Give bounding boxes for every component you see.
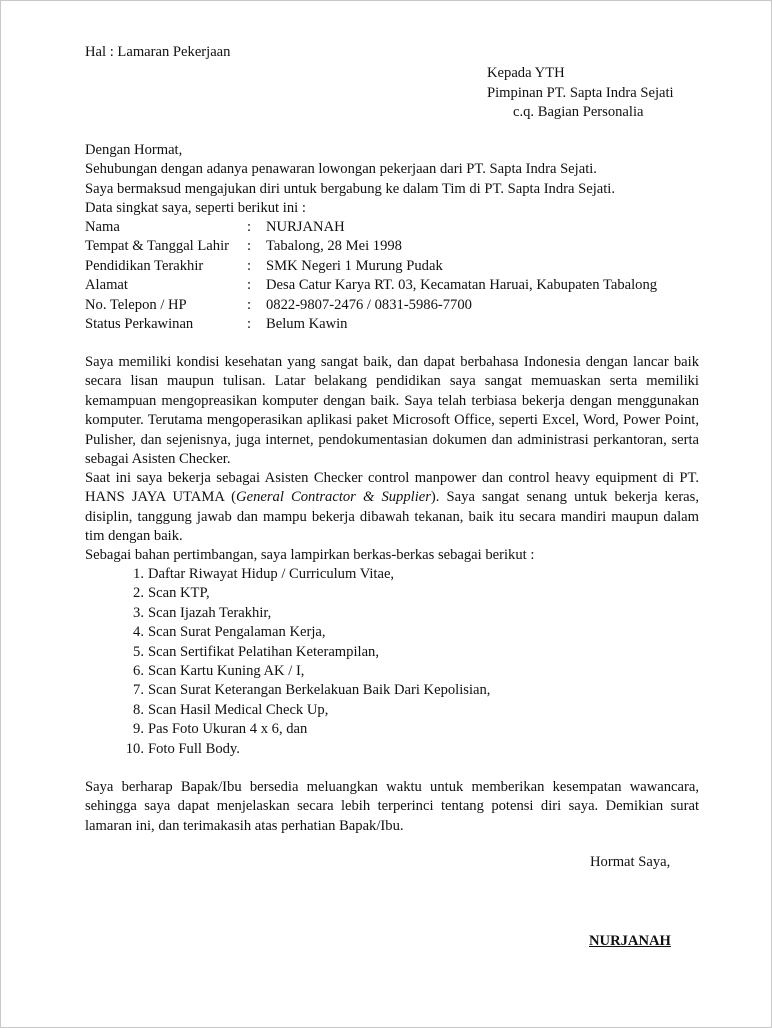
- recipient-line-2: Pimpinan PT. Sapta Indra Sejati: [487, 84, 674, 101]
- list-item: [114, 643, 490, 662]
- data-value: Tabalong, 28 Mei 1998: [266, 238, 402, 255]
- list-text: Scan KTP,: [148, 585, 210, 602]
- list-text: Scan Surat Keterangan Berkelakuan Baik Dari Kepolisian,: [148, 682, 491, 699]
- data-colon: :: [247, 257, 252, 274]
- letter-subject: Hal : Lamaran Pekerjaan: [85, 44, 231, 60]
- list-number: 9.: [133, 721, 144, 738]
- list-number: 4.: [133, 624, 144, 641]
- intro-line-1: Sehubungan dengan adanya penawaran lowongan pekerjaan dari PT. Sapta Indra Sejati.: [85, 161, 597, 178]
- list-text: Pas Foto Ukuran 4 x 6, dan: [148, 721, 308, 738]
- list-item: [114, 584, 490, 603]
- list-number: 5.: [133, 643, 144, 660]
- intro-block: [85, 141, 699, 219]
- data-label: Pendidikan Terakhir: [85, 257, 204, 274]
- list-text: Scan Surat Pengalaman Kerja,: [148, 624, 326, 641]
- attachments-list: [114, 565, 490, 759]
- list-text: Scan Kartu Kuning AK / I,: [148, 663, 305, 680]
- list-item: [114, 681, 490, 700]
- list-item: [114, 720, 490, 739]
- list-item: [114, 623, 490, 642]
- experience-text-before: Saat ini saya bekerja sebagai Asisten Checker control manpower dan control heavy equipment di PT. HANS JAYA UTAMA (: [85, 470, 699, 506]
- list-number: 10.: [125, 740, 144, 757]
- data-colon: :: [247, 219, 252, 235]
- list-text: Foto Full Body.: [148, 740, 240, 757]
- data-row-education: [85, 257, 657, 276]
- list-text: Daftar Riwayat Hidup / Curriculum Vitae,: [148, 566, 395, 582]
- data-value: 0822-9807-2476 / 0831-5986-7700: [266, 296, 472, 313]
- data-label: Nama: [85, 219, 120, 235]
- data-label: No. Telepon / HP: [85, 296, 187, 313]
- data-label: Alamat: [85, 277, 128, 294]
- personal-data-table: [85, 218, 657, 334]
- signature-name: NURJANAH: [589, 933, 671, 949]
- data-colon: :: [247, 277, 252, 294]
- list-number: 2.: [133, 585, 144, 602]
- attachments-intro: Sebagai bahan pertimbangan, saya lampirkan berkas-berkas sebagai berikut :: [85, 547, 535, 563]
- list-number: 6.: [133, 663, 144, 680]
- data-row-marital: [85, 315, 657, 334]
- recipient-line-3: c.q. Bagian Personalia: [513, 104, 644, 120]
- paragraph-closing: Saya berharap Bapak/Ibu bersedia meluangkan waktu untuk memberikan kesempatan wawancara, sehingga saya dapat menjelaskan secara lebih terperinci tentang potensi diri saya. Demikian surat lamaran ini, dan terimakasih atas perhatian Bapak/Ibu.: [85, 779, 699, 834]
- closing-salutation: Hormat Saya,: [590, 854, 671, 870]
- data-row-birth: [85, 237, 657, 256]
- data-value: Desa Catur Karya RT. 03, Kecamatan Haruai, Kabupaten Tabalong: [266, 277, 658, 294]
- greeting: Dengan Hormat,: [85, 142, 183, 158]
- list-item: [114, 701, 490, 720]
- experience-text-after: ). Saya sangat senang untuk bekerja keras, disiplin, tanggung jawab dan mampu bekerja dibawah tekanan, baik itu secara mandiri maupun dalam tim dengan baik.: [85, 489, 699, 545]
- list-text: Scan Hasil Medical Check Up,: [148, 701, 329, 718]
- list-text: Scan Sertifikat Pelatihan Keterampilan,: [148, 643, 379, 660]
- recipient-block: [487, 64, 674, 123]
- data-value: Belum Kawin: [266, 316, 348, 333]
- paragraph-experience: [85, 469, 699, 547]
- recipient-line-1: Kepada YTH: [487, 65, 565, 81]
- data-colon: :: [247, 238, 252, 255]
- list-number: 1.: [133, 566, 144, 582]
- intro-line-3: Data singkat saya, seperti berikut ini :: [85, 200, 306, 217]
- list-item: [114, 740, 490, 759]
- list-item: [114, 565, 490, 584]
- data-colon: :: [247, 296, 252, 313]
- data-label: Status Perkawinan: [85, 316, 194, 333]
- data-row-phone: [85, 296, 657, 315]
- intro-line-2: Saya bermaksud mengajukan diri untuk bergabung ke dalam Tim di PT. Sapta Indra Sejati.: [85, 180, 616, 197]
- experience-company-type: General Contractor & Supplier: [236, 489, 431, 506]
- list-number: 7.: [133, 682, 144, 699]
- data-row-address: [85, 276, 657, 295]
- list-number: 3.: [133, 604, 144, 621]
- data-value: SMK Negeri 1 Murung Pudak: [266, 257, 443, 274]
- list-text: Scan Ijazah Terakhir,: [148, 604, 272, 621]
- data-label: Tempat & Tanggal Lahir: [85, 238, 229, 255]
- data-value: NURJANAH: [266, 219, 345, 235]
- data-colon: :: [247, 316, 252, 333]
- list-number: 8.: [133, 701, 144, 718]
- paragraph-qualifications: Saya memiliki kondisi kesehatan yang sangat baik, dan dapat berbahasa Indonesia dengan lancar baik secara lisan maupun tulisan. Latar belakang pendidikan saya sangat memuaskan serta memiliki kemampuan mengopreasikan komputer dengan baik. Saya telah terbiasa bekerja dengan menggunakan komputer. Terutama mengoperasikan aplikasi paket Microsoft Office, seperti Excel, Word, Power Point, Pulisher, dan sejenisnya, juga internet, pendokumentasian dokumen dan administrasi perkantoran, serta sebagai Asisten Checker.: [85, 354, 699, 468]
- list-item: [114, 604, 490, 623]
- data-row-name: [85, 218, 657, 237]
- list-item: [114, 662, 490, 681]
